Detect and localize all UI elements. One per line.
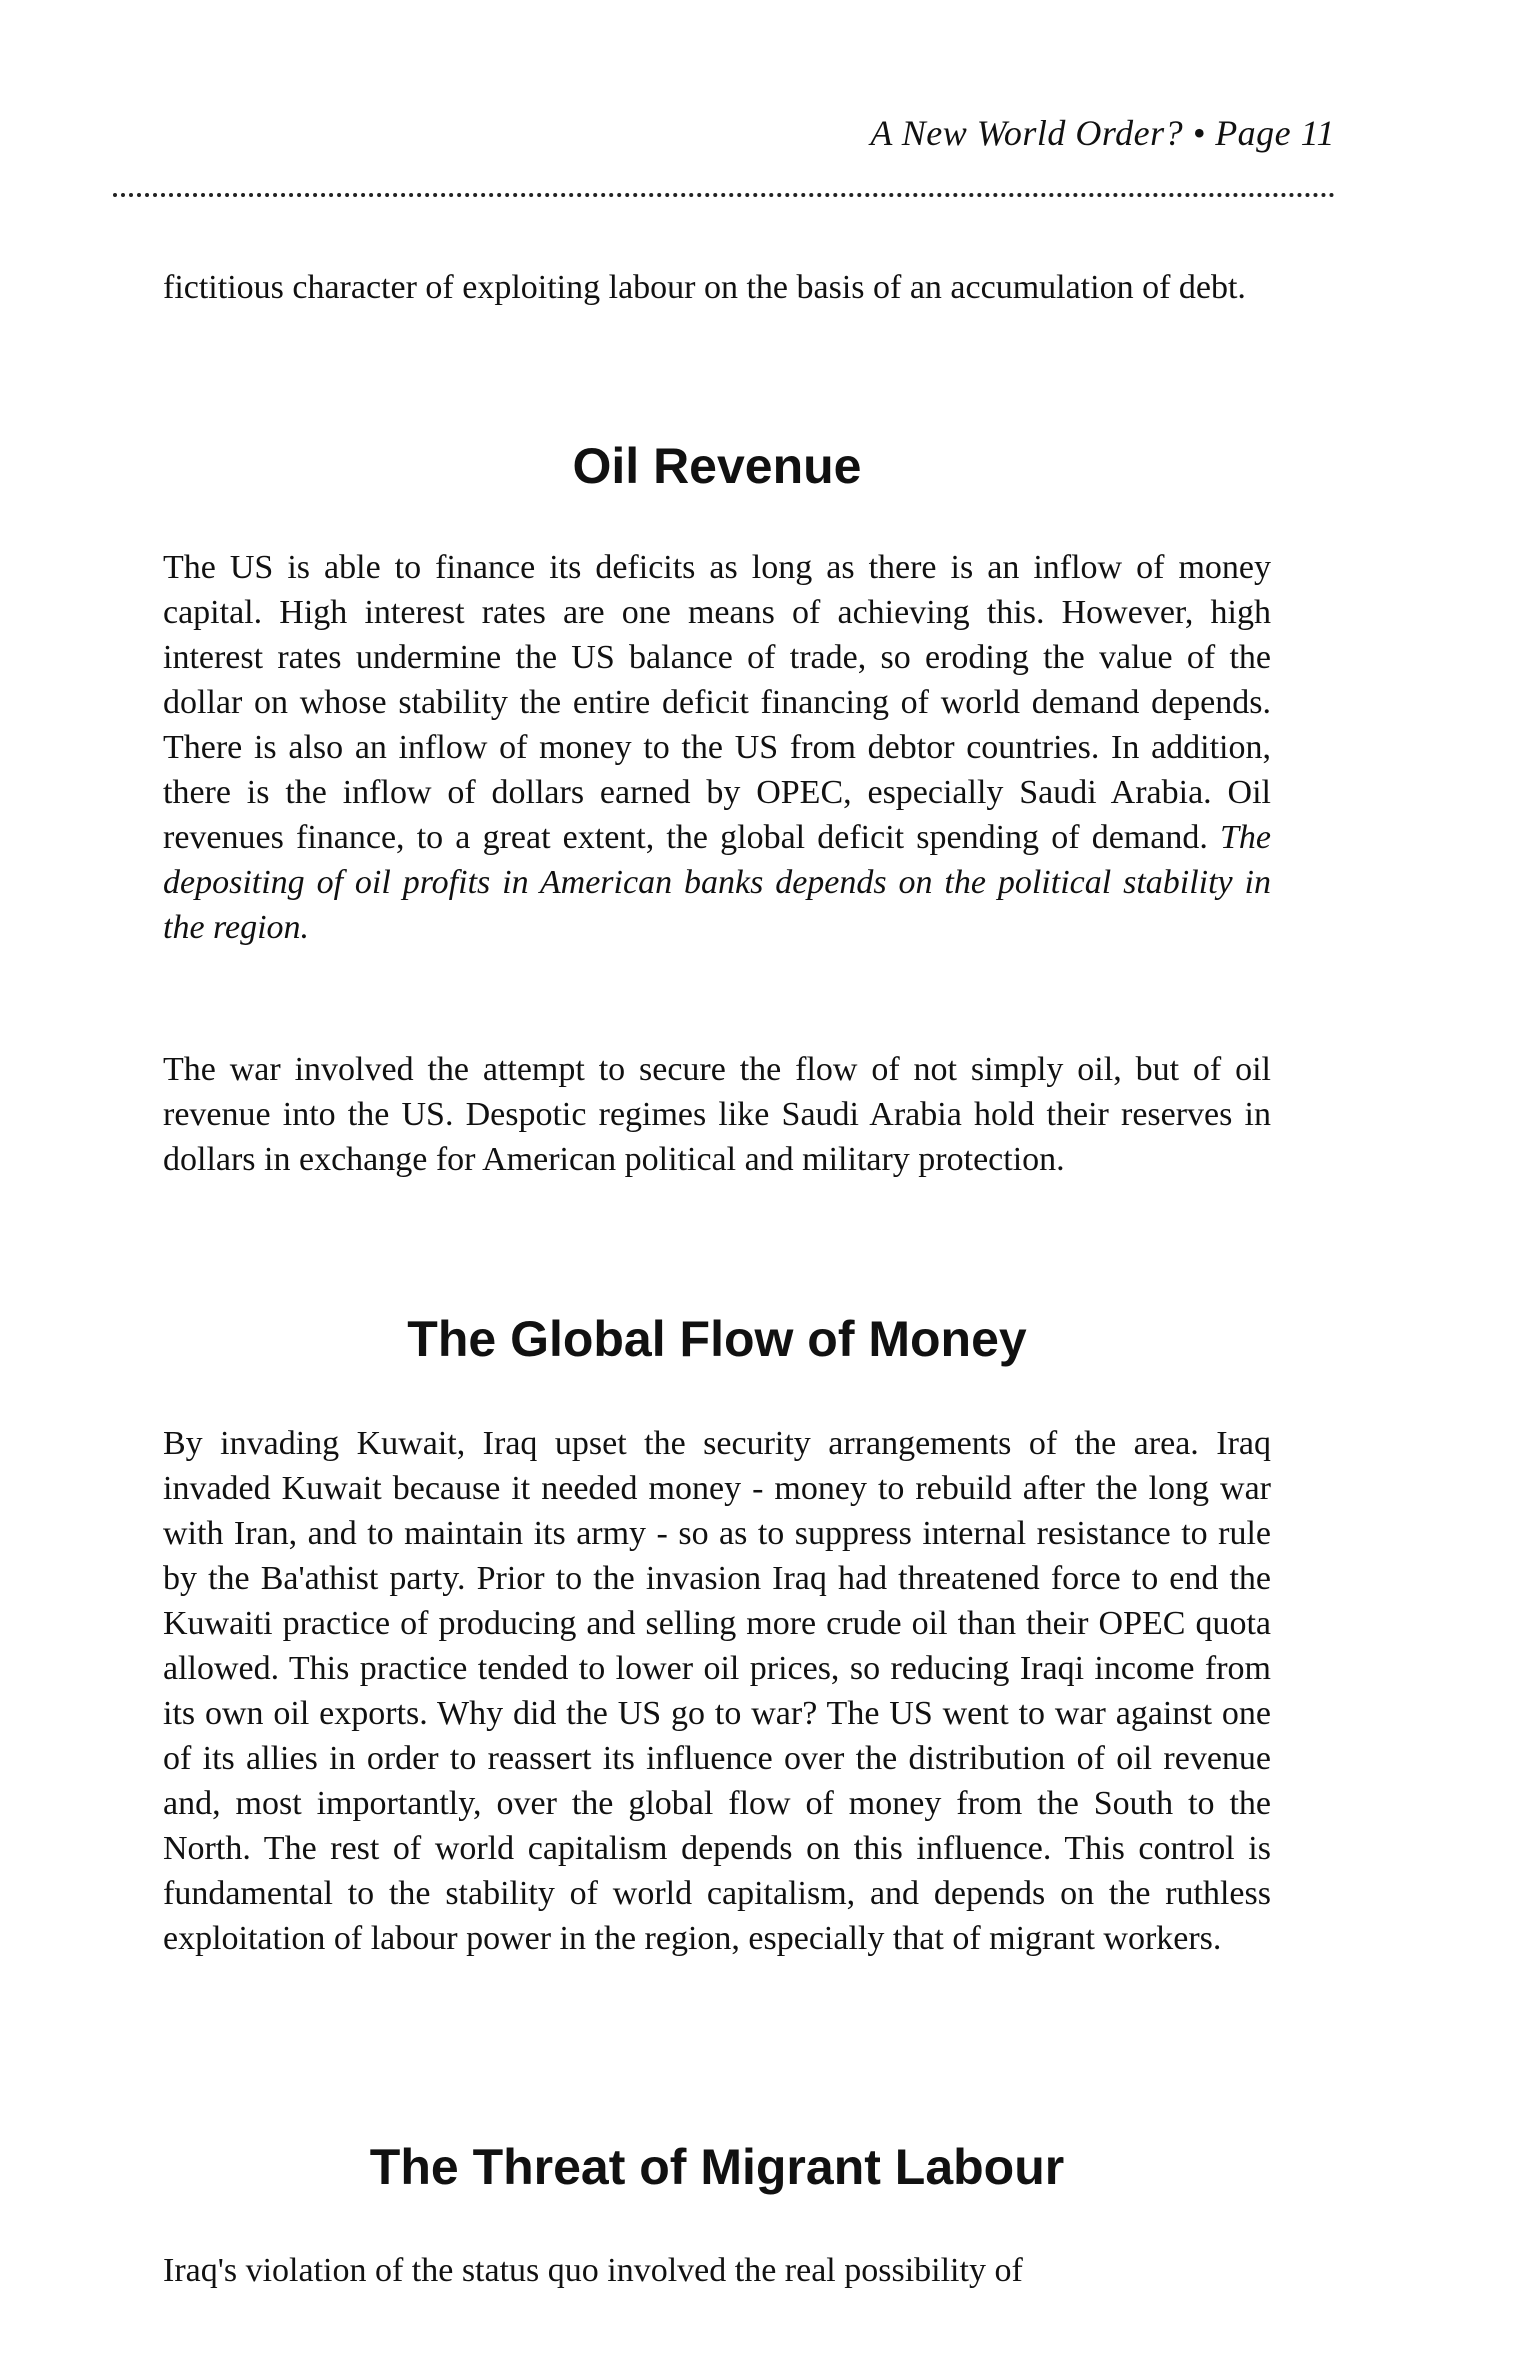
heading-oil-revenue: Oil Revenue bbox=[572, 438, 862, 494]
global-flow-paragraph: By invading Kuwait, Iraq upset the security arrangements of the area. Iraq invaded Kuwait because it needed money - money to rebuild after the long war with Iran, and to maintain its army - so as to suppress internal resistance to rule by the Ba'athist party. Prior to the invasion Iraq had threatened force to end the Kuwaiti practice of producing and selling more crude oil than their OPEC quota allowed. This practice tended to lower oil prices, so reducing Iraqi income from its own oil exports. Why did the US go to war? The US went to war against one of its allies in order to reassert its influence over the distribution of oil revenue and, most importantly, over the global flow of money from the South to the North. The rest of world capitalism depends on this influence. This control is fundamental to the stability of world capitalism, and depends on the ruthless exploitation of labour power in the region, especially that of migrant workers. bbox=[163, 1425, 1271, 1957]
intro-paragraph: fictitious character of exploiting labour on the basis of an accumulation of debt. bbox=[163, 269, 1246, 306]
oil-revenue-paragraph-1 bbox=[163, 545, 1271, 950]
running-header: A New World Order? • Page 11 bbox=[870, 113, 1335, 153]
heading-global-flow-of-money: The Global Flow of Money bbox=[407, 1311, 1027, 1367]
migrant-labour-paragraph: Iraq's violation of the status quo involved the real possibility of bbox=[163, 2252, 1023, 2289]
oil-revenue-paragraph-1-emphasis: The depositing of oil profits in American banks depends on the political stability in the region. bbox=[163, 819, 1271, 946]
oil-revenue-paragraph-1-text: The US is able to finance its deficits as long as there is an inflow of money capital. High interest rates are one means of achieving this. However, high interest rates undermine the US balance of trade, so eroding the value of the dollar on whose stability the entire deficit financing of world demand depends. There is also an inflow of money to the US from debtor countries. In addition, there is the inflow of dollars earned by OPEC, especially Saudi Arabia. Oil revenues finance, to a great extent, the global deficit spending of demand. bbox=[163, 549, 1271, 856]
header-divider bbox=[113, 193, 1335, 197]
oil-revenue-paragraph-2: The war involved the attempt to secure the flow of not simply oil, but of oil revenue into the US. Despotic regimes like Saudi Arabia hold their reserves in dollars in exchange for American political and military protection. bbox=[163, 1051, 1271, 1178]
heading-threat-of-migrant-labour: The Threat of Migrant Labour bbox=[369, 2139, 1065, 2195]
